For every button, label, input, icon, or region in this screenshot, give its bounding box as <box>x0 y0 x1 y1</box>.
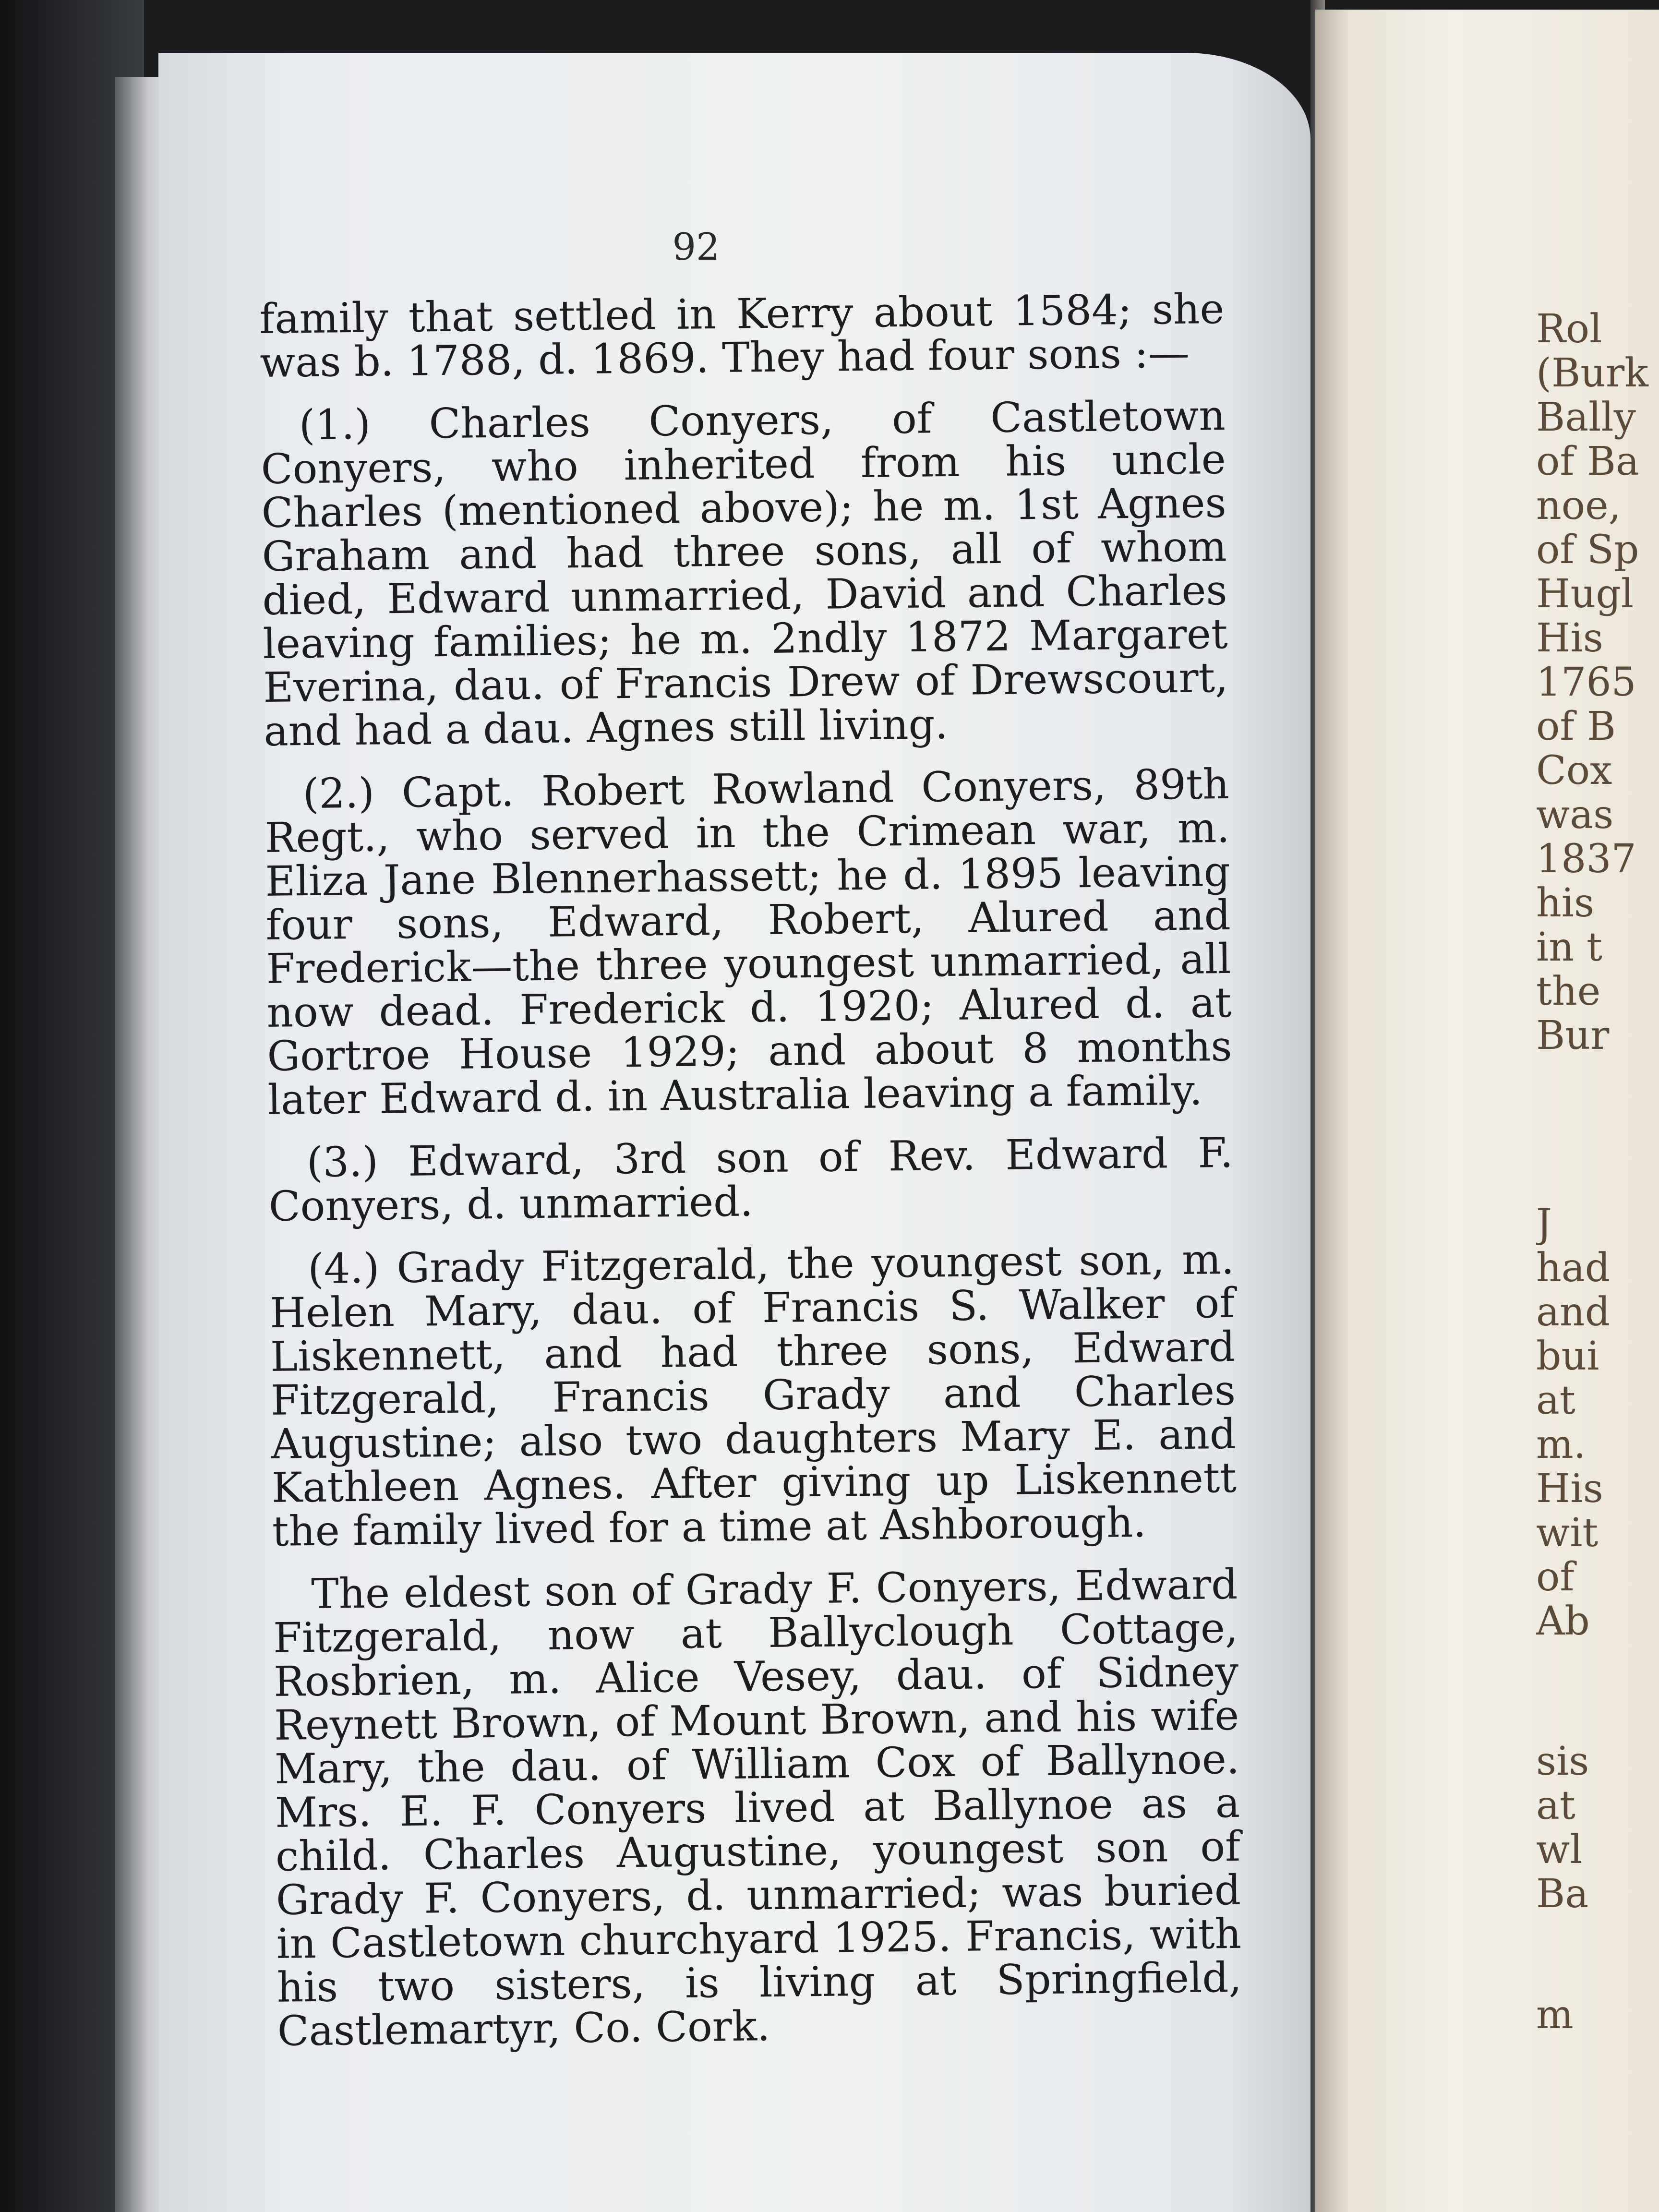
fragment-line: in t <box>1536 925 1603 970</box>
fragment-line: his <box>1536 880 1595 926</box>
paragraph-son-4: (4.) Grady Fitzgerald, the youngest son, m. Helen Mary, dau. of Francis S. Walker of Liskennett, and had three sons, Edward Fitzgerald, Francis Grady and Charles Augustine; also two daughters Mary E. and Kathleen Agnes. After giving up Liskennett the family lived for a time at Ashborough. <box>269 1235 1237 1556</box>
page-body-text <box>259 285 1243 2073</box>
fragment-line: sis <box>1536 1739 1589 1784</box>
fragment-line: noe, <box>1536 483 1621 529</box>
fragment-line: and <box>1536 1289 1611 1335</box>
fragment-line: of <box>1536 1554 1575 1600</box>
fragment-line: 1837 <box>1536 836 1636 882</box>
page-number: 92 <box>672 226 720 269</box>
paragraph-son-2: (2.) Capt. Robert Rowland Conyers, 89th Regt., who served in the Crimean war, m. Eliza Jane Blennerhassett; he d. 1895 leaving four sons, Edward, Robert, Alured and Frederick—the three youngest unmarried, all now dead. Frederick d. 1920; Alured d. at Gortroe House 1929; and about 8 months later Edward d. in Australia leaving a family. <box>264 760 1232 1124</box>
spacer <box>1536 1916 1659 1993</box>
fragment-line: of Ba <box>1536 439 1639 484</box>
paragraph-son-1: (1.) Charles Conyers, of Castletown Conyers, who inherited from his uncle Charles (mentioned above); he m. 1st Agnes Graham and had three sons, all of whom died, Edward unmarried, David and Charles leaving families; he m. 2ndly 1872 Margaret Everina, dau. of Francis Drew of Drewscourt, and had a dau. Agnes still living. <box>261 391 1228 756</box>
fragment-line: Ba <box>1536 1871 1589 1917</box>
fragment-line: Bally <box>1536 395 1636 440</box>
facing-page-text-fragments <box>1536 307 1659 2037</box>
fragment-line: of B <box>1536 704 1616 749</box>
fragment-line: (Burk <box>1536 350 1648 396</box>
fragment-line: the <box>1536 969 1601 1014</box>
fragment-line: of Sp <box>1536 527 1639 573</box>
fragment-line: Cox <box>1536 748 1612 793</box>
fragment-line: was <box>1536 792 1614 838</box>
fragment-line: Hugl <box>1536 571 1634 617</box>
fragment-line: at <box>1536 1378 1575 1423</box>
paragraph-continuation: family that settled in Kerry about 1584; she was b. 1788, d. 1869. They had four sons :— <box>259 285 1225 387</box>
fragment-line: Rol <box>1536 307 1602 352</box>
fragment-line: at <box>1536 1783 1575 1828</box>
paragraph-eldest-son: The eldest son of Grady F. Conyers, Edward Fitzgerald, now at Ballyclough Cottage, Rosbrien, m. Alice Vesey, dau. of Sidney Reynett Brown, of Mount Brown, and his wife Mary, the dau. of William Cox of Ballynoe. Mrs. E. F. Conyers lived at Ballynoe as a child. Charles Augustine, youngest son of Grady F. Conyers, d. unmarried; was buried in Castletown churchyard 1925. Francis, with his two sisters, is living at Springfield, Castlemartyr, Co. Cork. <box>273 1560 1242 2056</box>
fragment-line: His <box>1536 615 1603 661</box>
fragment-line: bui <box>1536 1334 1599 1379</box>
fragment-line: m. <box>1536 1422 1586 1467</box>
fragment-line: Ab <box>1536 1599 1590 1644</box>
fragment-line: m <box>1536 1992 1574 2037</box>
fragment-line: wl <box>1536 1827 1583 1873</box>
fragment-line: His <box>1536 1466 1603 1512</box>
fragment-line: J <box>1536 1201 1552 1247</box>
fragment-line: 1765 <box>1536 660 1636 705</box>
fragment-line: had <box>1536 1245 1611 1291</box>
paragraph-son-3: (3.) Edward, 3rd son of Rev. Edward F. Conyers, d. unmarried. <box>268 1129 1234 1231</box>
fragment-line: Bur <box>1536 1013 1610 1058</box>
fragment-line: wit <box>1536 1510 1599 1556</box>
spacer <box>1536 1058 1659 1202</box>
spacer <box>1536 1644 1659 1740</box>
